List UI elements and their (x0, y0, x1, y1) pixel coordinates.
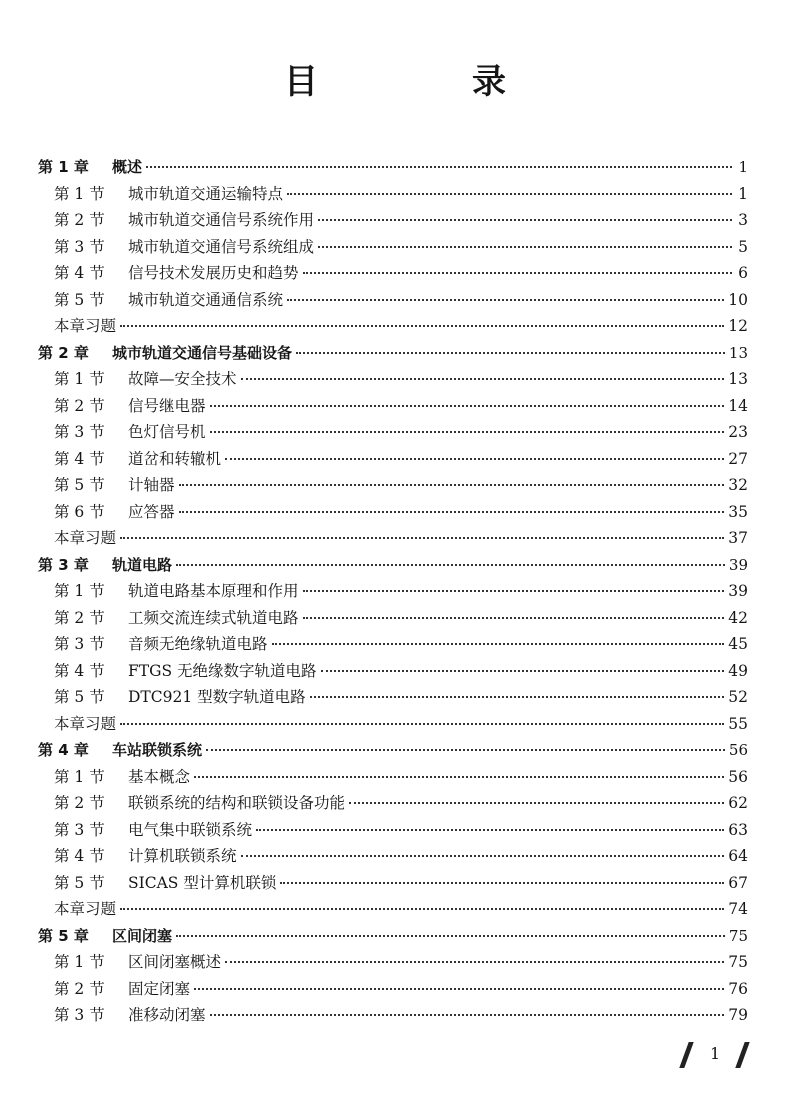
toc-entry-title: 本章习题 (54, 714, 117, 733)
dot-leader (120, 722, 724, 725)
toc-section-row[interactable] (38, 207, 748, 234)
toc-entry-title: 应答器 (128, 502, 175, 521)
toc-entry-page: 45 (728, 635, 748, 653)
toc-entry-page: 12 (728, 317, 748, 335)
toc-entry-number: 第 4 节 (54, 847, 105, 865)
toc-section-row[interactable] (38, 578, 748, 605)
toc-section-row[interactable] (38, 870, 748, 897)
toc-entry-page: 49 (728, 661, 748, 680)
dot-leader (206, 748, 725, 751)
toc-section-row[interactable] (38, 764, 748, 791)
dot-leader (318, 245, 732, 248)
toc-exercise-row[interactable] (38, 313, 748, 340)
toc-section-row[interactable] (38, 949, 748, 976)
toc-section-row[interactable] (38, 1002, 748, 1029)
toc-entry-number: 第 3 节 (54, 820, 105, 839)
toc-section-row[interactable] (38, 658, 748, 685)
toc-entry-page: 10 (728, 290, 748, 309)
dot-leader (179, 510, 725, 513)
toc-entry-title: 联锁系统的结构和联锁设备功能 (128, 794, 346, 812)
toc-entry-title: 概述 (112, 158, 143, 176)
toc-entry-title: 计轴器 (128, 476, 175, 494)
toc-entry-title: 固定闭塞 (128, 979, 191, 998)
toc-entry-number: 第 2 节 (54, 979, 105, 998)
toc-entry-number: 第 1 节 (54, 767, 105, 786)
dot-leader (176, 563, 725, 566)
toc-entry-page: 14 (728, 396, 748, 415)
dot-leader (179, 483, 725, 486)
toc-chapter-row[interactable] (38, 552, 748, 579)
dot-leader (303, 589, 725, 592)
dot-leader (225, 457, 724, 460)
toc-entry-page: 56 (728, 741, 748, 759)
toc-section-row[interactable] (38, 605, 748, 632)
toc-entry-title: 电气集中联锁系统 (128, 820, 253, 839)
dot-leader (241, 854, 725, 857)
toc-section-row[interactable] (38, 393, 748, 420)
toc-entry-page: 63 (728, 820, 748, 839)
dot-leader (194, 987, 724, 990)
dot-leader (296, 351, 725, 354)
toc-section-row[interactable] (38, 976, 748, 1003)
dot-leader (241, 377, 725, 380)
toc-entry-page: 52 (728, 688, 748, 706)
toc-entry-number: 第 2 节 (54, 794, 105, 812)
toc-entry-page: 37 (728, 529, 748, 547)
toc-entry-page: 67 (728, 873, 748, 892)
toc-entry-title: 故障—安全技术 (128, 370, 237, 388)
dot-leader (280, 881, 724, 884)
toc-section-row[interactable] (38, 446, 748, 473)
toc-chapter-row[interactable] (38, 737, 748, 764)
toc-entry-number: 第 1 节 (54, 953, 105, 971)
toc-entry-title: 城市轨道交通信号系统组成 (128, 237, 315, 256)
toc-section-row[interactable] (38, 234, 748, 261)
dot-leader (120, 536, 724, 539)
toc-entry-page: 62 (728, 794, 748, 812)
dot-leader (210, 430, 725, 433)
slash-ornament-right (735, 1042, 749, 1068)
toc-exercise-row[interactable] (38, 525, 748, 552)
dot-leader (303, 271, 732, 274)
toc-entry-title: 准移动闭塞 (128, 1006, 206, 1024)
toc-entry-page: 1 (738, 158, 748, 176)
toc-entry-number: 第 4 节 (54, 264, 105, 282)
toc-entry-title: 轨道电路基本原理和作用 (128, 582, 299, 600)
toc-exercise-row[interactable] (38, 711, 748, 738)
toc-entry-title: FTGS 无绝缘数字轨道电路 (128, 661, 317, 680)
toc-entry-page: 13 (728, 370, 748, 388)
toc-entry-title: DTC921 型数字轨道电路 (128, 688, 306, 706)
toc-entry-title: 基本概念 (128, 767, 191, 786)
toc-section-row[interactable] (38, 181, 748, 208)
dot-leader (225, 960, 724, 963)
toc-entry-number: 第 5 节 (54, 873, 105, 892)
toc-entry-number: 第 1 节 (54, 582, 105, 600)
toc-entry-number: 第 5 节 (54, 688, 105, 706)
toc-entry-page: 13 (728, 343, 748, 362)
dot-leader (146, 165, 732, 168)
toc-entry-page: 75 (728, 926, 748, 945)
toc-entry-title: 本章习题 (54, 317, 117, 335)
toc-section-row[interactable] (38, 260, 748, 287)
toc-entry-title: 色灯信号机 (128, 423, 206, 441)
toc-section-row[interactable] (38, 684, 748, 711)
page-title: 目 录 (284, 62, 566, 102)
toc-entry-number: 第 5 节 (54, 476, 105, 494)
dot-leader (310, 695, 725, 698)
toc-entry-page: 5 (738, 237, 748, 256)
dot-leader (272, 642, 725, 645)
toc-entry-title: 轨道电路 (112, 555, 173, 574)
toc-entry-title: 本章习题 (54, 900, 117, 918)
toc-entry-number: 第 6 节 (54, 502, 105, 521)
dot-leader (303, 616, 725, 619)
toc-entry-number: 第 2 节 (54, 211, 105, 229)
toc-section-row[interactable] (38, 817, 748, 844)
toc-section-row[interactable] (38, 790, 748, 817)
toc-entry-page: 3 (738, 211, 748, 229)
toc-entry-page: 79 (728, 1006, 748, 1024)
dot-leader (321, 669, 725, 672)
toc-entry-title: 计算机联锁系统 (128, 847, 237, 865)
dot-leader (194, 775, 724, 778)
toc-entry-number: 第 3 节 (54, 1006, 105, 1024)
toc-entry-number: 第 1 章 (38, 158, 89, 176)
toc-entry-page: 55 (728, 714, 748, 733)
dot-leader (176, 934, 725, 937)
toc-entry-number: 第 4 章 (38, 741, 89, 759)
toc-entry-number: 第 3 节 (54, 635, 105, 653)
toc-entry-number: 第 1 节 (54, 370, 105, 388)
toc-entry-page: 64 (728, 847, 748, 865)
toc-chapter-row[interactable] (38, 154, 748, 181)
toc-section-row[interactable] (38, 631, 748, 658)
dot-leader (210, 404, 725, 407)
toc-entry-page: 39 (728, 582, 748, 600)
toc-entry-title: SICAS 型计算机联锁 (128, 873, 277, 892)
toc-entry-title: 本章习题 (54, 529, 117, 547)
page-footer (680, 1040, 760, 1070)
toc-entry-title: 区间闭塞 (112, 926, 173, 945)
toc-entry-title: 工频交流连续式轨道电路 (128, 608, 299, 627)
toc-entry-number: 第 4 节 (54, 661, 105, 680)
toc-entry-page: 27 (728, 449, 748, 468)
dot-leader (287, 298, 724, 301)
toc-section-row[interactable] (38, 843, 748, 870)
toc-entry-title: 道岔和转辙机 (128, 449, 222, 468)
toc-chapter-row[interactable] (38, 340, 748, 367)
toc-section-row[interactable] (38, 366, 748, 393)
toc-entry-page: 6 (738, 264, 748, 282)
dot-leader (120, 907, 724, 910)
toc-entry-title: 音频无绝缘轨道电路 (128, 635, 268, 653)
toc-section-row[interactable] (38, 499, 748, 526)
toc-section-row[interactable] (38, 472, 748, 499)
toc-entry-page: 56 (728, 767, 748, 786)
toc-entry-title: 信号技术发展历史和趋势 (128, 264, 299, 282)
toc-entry-title: 信号继电器 (128, 396, 206, 415)
page-number: 1 (710, 1044, 721, 1063)
toc-entry-number: 第 2 节 (54, 608, 105, 627)
toc-entry-number: 第 3 节 (54, 237, 105, 256)
toc-chapter-row[interactable] (38, 923, 748, 950)
toc-entry-page: 74 (728, 900, 748, 918)
toc-entry-page: 1 (738, 184, 748, 203)
toc-entry-page: 39 (728, 555, 748, 574)
dot-leader (287, 192, 732, 195)
dot-leader (120, 324, 724, 327)
toc-entry-number: 第 3 节 (54, 423, 105, 441)
toc-entry-number: 第 5 节 (54, 290, 105, 309)
table-of-contents (38, 154, 748, 1029)
toc-section-row[interactable] (38, 419, 748, 446)
toc-entry-title: 区间闭塞概述 (128, 953, 222, 971)
toc-entry-page: 75 (728, 953, 748, 971)
toc-entry-title: 城市轨道交通信号基础设备 (112, 343, 293, 362)
toc-entry-page: 23 (728, 423, 748, 441)
toc-entry-title: 城市轨道交通通信系统 (128, 290, 284, 309)
slash-ornament-left (679, 1042, 693, 1068)
toc-entry-page: 32 (728, 476, 748, 494)
toc-section-row[interactable] (38, 287, 748, 314)
dot-leader (318, 218, 732, 221)
toc-entry-number: 第 4 节 (54, 449, 105, 468)
toc-entry-number: 第 2 节 (54, 396, 105, 415)
toc-entry-title: 城市轨道交通运输特点 (128, 184, 284, 203)
toc-entry-page: 76 (728, 979, 748, 998)
toc-entry-title: 车站联锁系统 (112, 741, 203, 759)
toc-entry-number: 第 5 章 (38, 926, 89, 945)
dot-leader (210, 1013, 725, 1016)
toc-entry-page: 42 (728, 608, 748, 627)
toc-entry-title: 城市轨道交通信号系统作用 (128, 211, 315, 229)
toc-entry-page: 35 (728, 502, 748, 521)
toc-entry-number: 第 2 章 (38, 343, 89, 362)
dot-leader (256, 828, 724, 831)
toc-entry-number: 第 3 章 (38, 555, 89, 574)
toc-entry-number: 第 1 节 (54, 184, 105, 203)
dot-leader (349, 801, 724, 804)
toc-exercise-row[interactable] (38, 896, 748, 923)
